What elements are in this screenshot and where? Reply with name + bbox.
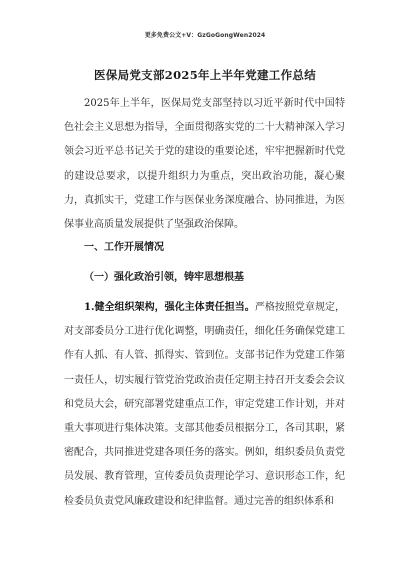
section-heading: 一、工作开展情况 (84, 242, 164, 253)
subsection-heading: （一）强化政治引领，铸牢思想根基 (84, 272, 244, 283)
watermark-text: 更多免费公文+V：GzGoGongWen2024 (144, 32, 266, 39)
document-title: 医保局党支部2025年上半年党建工作总结 (93, 68, 316, 82)
paragraph-lead: 1.健全组织架构，强化主体责任担当。 (84, 302, 255, 313)
paragraph-text: 严格按照党章规定，对支部委员分工进行优化调整，明确责任，细化任务确保党建工作有人抓、有人管、抓得实、管到位。支部书记作为党建工作第一责任人，切实履行管党治党政治责任定期主持召开支委会会议和党员大会，研究部署党建重点工作，审定党建工作计划，并对重大事项进行集体决策。支部其他委员根据分工，各司其职，紧密配合，共同推进党建各项任务的落实。例如，组织委员负责党员发展、教育管理，宣传委员负责理论学习、意识形态工作，纪检委员负责党风廉政建设和纪律监督。通过完善的组织体系和 (64, 302, 345, 507)
intro-paragraph: 2025年上半年，医保局党支部坚持以习近平新时代中国特色社会主义思想为指导，全面贯彻落实党的二十大精神深入学习领会习近平总书记关于党的建设的重要论述，牢牢把握新时代党的建设总要求，以提升组织力为重点，突出政治功能，凝心聚力，真抓实干，党建工作与医保业务深度融合、协同推进，为医保事业高质量发展提供了坚强政治保障。 (64, 98, 345, 231)
body-paragraph (64, 296, 345, 514)
